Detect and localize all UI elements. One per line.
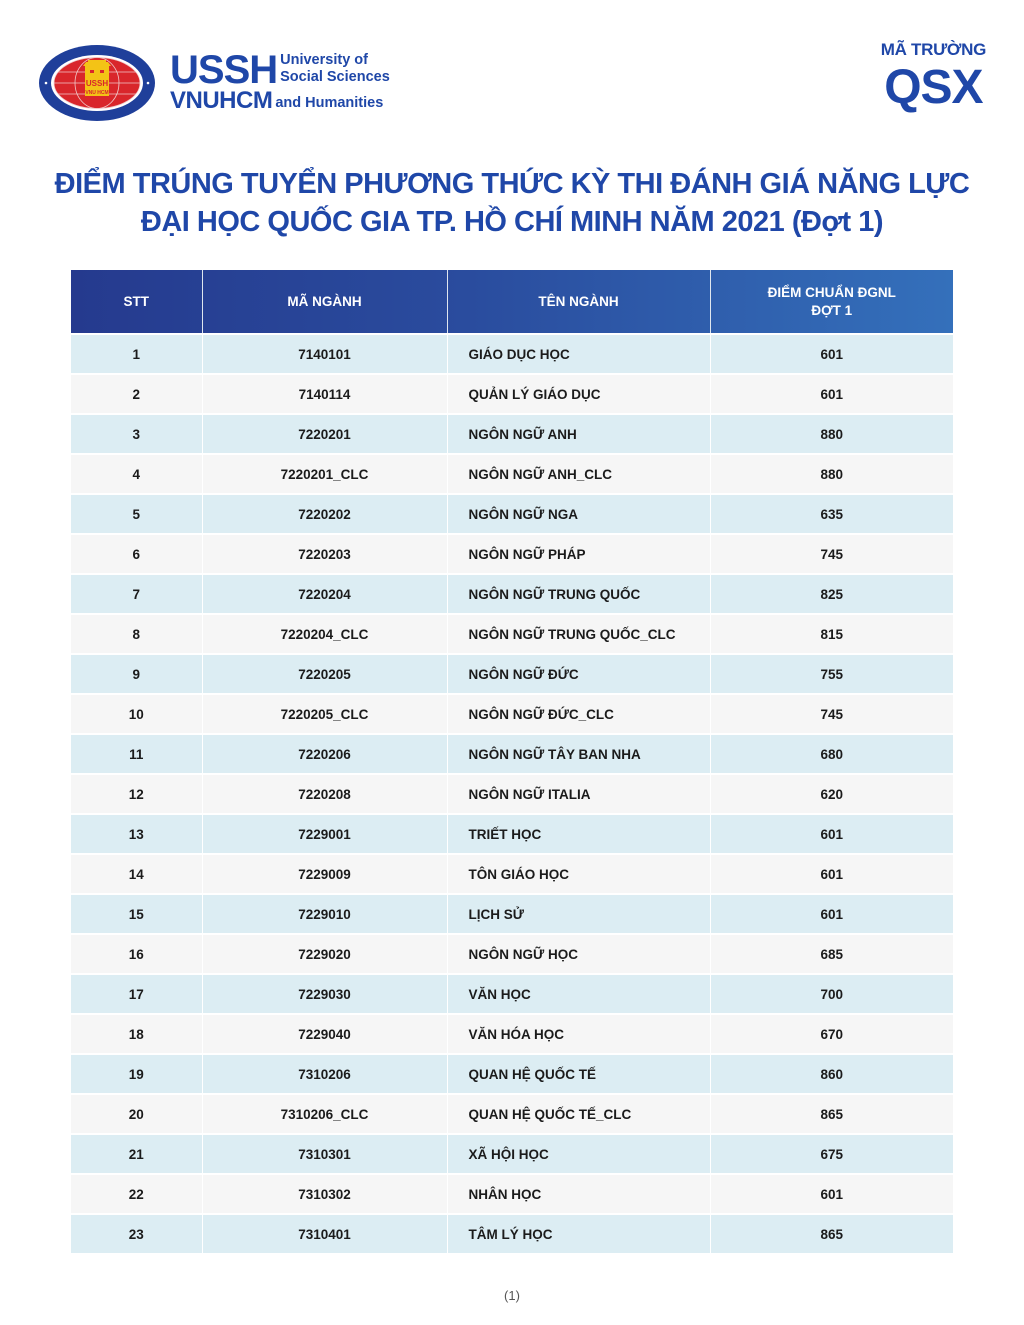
cell-score: 880 [710, 414, 953, 454]
cell-stt: 20 [71, 1094, 202, 1134]
cell-major-code: 7220205_CLC [202, 694, 447, 734]
svg-text:VNU HCM: VNU HCM [85, 90, 109, 96]
table-row [71, 454, 953, 494]
cell-major-code: 7310206 [202, 1054, 447, 1094]
cell-score: 745 [710, 534, 953, 574]
cell-major-name: NGÔN NGỮ ANH_CLC [447, 454, 710, 494]
cell-major-code: 7229040 [202, 1014, 447, 1054]
brand-name-line3: and Humanities [275, 95, 384, 111]
table-row [71, 1054, 953, 1094]
cell-major-code: 7220206 [202, 734, 447, 774]
cell-score: 880 [710, 454, 953, 494]
cell-score: 815 [710, 614, 953, 654]
cell-score: 865 [710, 1214, 953, 1253]
cell-score: 670 [710, 1014, 953, 1054]
cell-stt: 9 [71, 654, 202, 694]
cell-major-code: 7220201 [202, 414, 447, 454]
table-row [71, 334, 953, 374]
column-header-major-name: TÊN NGÀNH [447, 270, 710, 334]
cell-stt: 19 [71, 1054, 202, 1094]
page-number: (1) [504, 1288, 520, 1303]
cell-stt: 21 [71, 1134, 202, 1174]
cell-major-code: 7220202 [202, 494, 447, 534]
table-row [71, 374, 953, 414]
cell-major-name: NGÔN NGỮ ĐỨC_CLC [447, 694, 710, 734]
school-code-label: MÃ TRƯỜNG [880, 40, 986, 59]
cell-major-code: 7140114 [202, 374, 447, 414]
table-row [71, 414, 953, 454]
page-title [0, 165, 1024, 241]
title-line-1: ĐIỂM TRÚNG TUYỂN PHƯƠNG THỨC KỲ THI ĐÁNH GIÁ NĂNG LỰC [54, 168, 970, 200]
cell-major-name: NGÔN NGỮ ĐỨC [447, 654, 710, 694]
table-row [71, 1174, 953, 1214]
cell-major-name: TRIẾT HỌC [447, 814, 710, 854]
table-header-row [71, 270, 953, 334]
cell-stt: 10 [71, 694, 202, 734]
title-line-2: ĐẠI HỌC QUỐC GIA TP. HỒ CHÍ MINH NĂM 2021 (Đợt 1) [140, 206, 884, 238]
brand-wordmark [170, 48, 390, 114]
cell-major-code: 7220208 [202, 774, 447, 814]
cell-score: 635 [710, 494, 953, 534]
brand-name-line1: University of [280, 52, 368, 68]
cell-score: 865 [710, 1094, 953, 1134]
cell-score: 601 [710, 814, 953, 854]
cell-stt: 1 [71, 334, 202, 374]
cell-score: 680 [710, 734, 953, 774]
table-row [71, 934, 953, 974]
school-code-value: QSX [884, 61, 983, 114]
cell-score: 601 [710, 854, 953, 894]
table-row [71, 494, 953, 534]
svg-text:USSH: USSH [85, 79, 109, 88]
cell-stt: 22 [71, 1174, 202, 1214]
table-row [71, 1214, 953, 1253]
cell-major-code: 7229030 [202, 974, 447, 1014]
cell-major-code: 7229001 [202, 814, 447, 854]
cell-stt: 12 [71, 774, 202, 814]
cell-major-code: 7220204_CLC [202, 614, 447, 654]
column-header-stt: STT [71, 270, 202, 334]
document-header [0, 0, 1024, 140]
cell-stt: 18 [71, 1014, 202, 1054]
table-row [71, 614, 953, 654]
cell-stt: 23 [71, 1214, 202, 1253]
cell-major-name: TÔN GIÁO HỌC [447, 854, 710, 894]
cell-score: 685 [710, 934, 953, 974]
cell-major-code: 7229009 [202, 854, 447, 894]
table-row [71, 734, 953, 774]
table-row [71, 894, 953, 934]
brand-name-line2: Social Sciences [280, 69, 390, 85]
table-row [71, 1014, 953, 1054]
table-row [71, 574, 953, 614]
cell-score: 601 [710, 1174, 953, 1214]
cell-major-code: 7229010 [202, 894, 447, 934]
cell-stt: 11 [71, 734, 202, 774]
cell-score: 745 [710, 694, 953, 734]
cell-score: 755 [710, 654, 953, 694]
cell-score: 601 [710, 894, 953, 934]
table-row [71, 1094, 953, 1134]
table-row [71, 654, 953, 694]
cell-major-name: QUAN HỆ QUỐC TẾ_CLC [447, 1094, 710, 1134]
column-header-score-line2: ĐỢT 1 [811, 302, 853, 318]
column-header-score-line1: ĐIỂM CHUẨN ĐGNL [767, 284, 896, 300]
cell-major-name: TÂM LÝ HỌC [447, 1214, 710, 1253]
cell-major-name: NGÔN NGỮ HỌC [447, 934, 710, 974]
cell-major-code: 7310302 [202, 1174, 447, 1214]
table-row [71, 814, 953, 854]
cell-stt: 6 [71, 534, 202, 574]
cell-major-name: NGÔN NGỮ ITALIA [447, 774, 710, 814]
cell-major-name: GIÁO DỤC HỌC [447, 334, 710, 374]
column-header-score [710, 270, 953, 334]
cell-major-name: NGÔN NGỮ TRUNG QUỐC [447, 574, 710, 614]
cell-major-name: VĂN HÓA HỌC [447, 1014, 710, 1054]
cell-stt: 3 [71, 414, 202, 454]
table-row [71, 1134, 953, 1174]
cell-major-name: NGÔN NGỮ NGA [447, 494, 710, 534]
cell-major-name: VĂN HỌC [447, 974, 710, 1014]
cell-major-name: XÃ HỘI HỌC [447, 1134, 710, 1174]
ussh-emblem-logo-icon [38, 44, 156, 122]
cell-score: 825 [710, 574, 953, 614]
cell-major-code: 7310206_CLC [202, 1094, 447, 1134]
cell-major-name: NGÔN NGỮ TRUNG QUỐC_CLC [447, 614, 710, 654]
cell-major-code: 7220201_CLC [202, 454, 447, 494]
admission-scores-table [71, 270, 953, 1253]
cell-stt: 8 [71, 614, 202, 654]
cell-major-name: QUẢN LÝ GIÁO DỤC [447, 374, 710, 414]
cell-stt: 14 [71, 854, 202, 894]
cell-major-code: 7310301 [202, 1134, 447, 1174]
cell-stt: 2 [71, 374, 202, 414]
cell-stt: 5 [71, 494, 202, 534]
table-row [71, 974, 953, 1014]
cell-major-name: QUAN HỆ QUỐC TẾ [447, 1054, 710, 1094]
table-row [71, 534, 953, 574]
school-code-block [881, 40, 986, 116]
cell-score: 601 [710, 334, 953, 374]
cell-stt: 7 [71, 574, 202, 614]
cell-major-code: 7220205 [202, 654, 447, 694]
brand-sub: VNUHCM [170, 87, 273, 114]
brand-abbr: USSH [170, 48, 278, 92]
table-row [71, 854, 953, 894]
cell-score: 700 [710, 974, 953, 1014]
cell-stt: 4 [71, 454, 202, 494]
cell-major-code: 7220203 [202, 534, 447, 574]
cell-score: 620 [710, 774, 953, 814]
cell-major-code: 7229020 [202, 934, 447, 974]
cell-stt: 13 [71, 814, 202, 854]
cell-major-name: LỊCH SỬ [447, 894, 710, 934]
cell-major-name: NGÔN NGỮ PHÁP [447, 534, 710, 574]
cell-score: 675 [710, 1134, 953, 1174]
cell-major-code: 7220204 [202, 574, 447, 614]
column-header-major-code: MÃ NGÀNH [202, 270, 447, 334]
cell-score: 860 [710, 1054, 953, 1094]
cell-stt: 15 [71, 894, 202, 934]
cell-stt: 16 [71, 934, 202, 974]
table-row [71, 694, 953, 734]
table-body [71, 334, 953, 1253]
table-row [71, 774, 953, 814]
cell-major-name: NHÂN HỌC [447, 1174, 710, 1214]
cell-major-code: 7310401 [202, 1214, 447, 1253]
cell-stt: 17 [71, 974, 202, 1014]
cell-score: 601 [710, 374, 953, 414]
cell-major-name: NGÔN NGỮ ANH [447, 414, 710, 454]
cell-major-name: NGÔN NGỮ TÂY BAN NHA [447, 734, 710, 774]
cell-major-code: 7140101 [202, 334, 447, 374]
